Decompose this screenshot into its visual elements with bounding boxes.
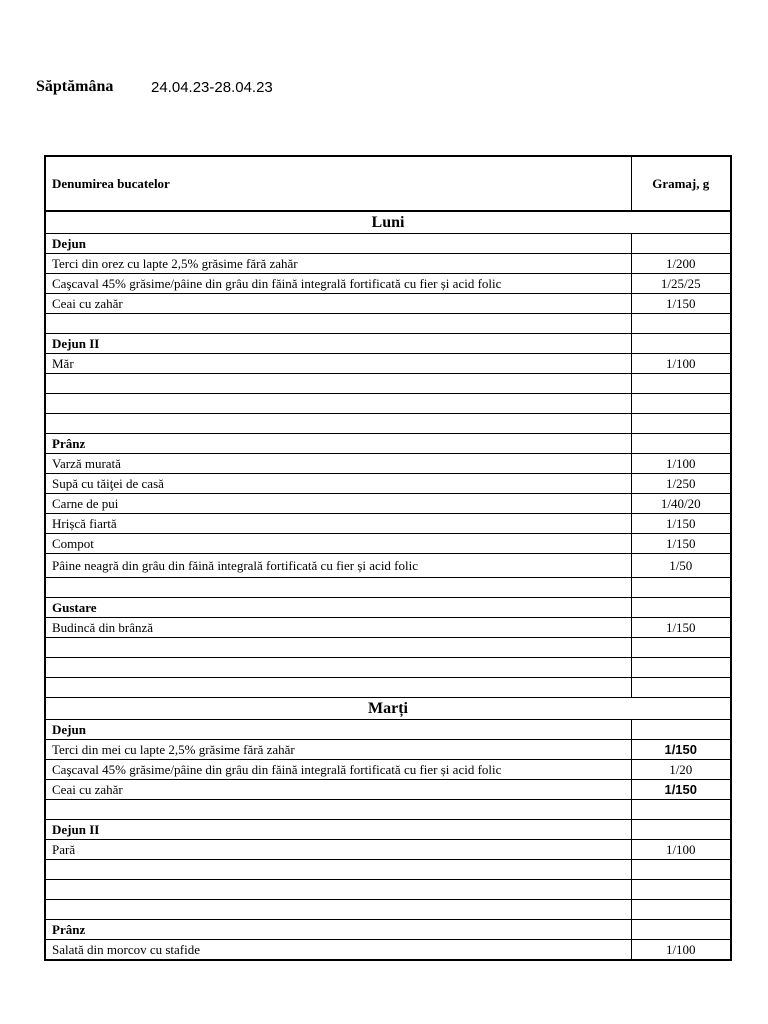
meal-name: Dejun (45, 720, 631, 740)
menu-table (44, 155, 732, 961)
dish-name: Salată din morcov cu stafide (45, 940, 631, 961)
table-header-row (45, 156, 731, 211)
dish-name: Ceai cu zahăr (45, 294, 631, 314)
dish-quantity (631, 638, 731, 658)
dish-quantity: 1/150 (631, 534, 731, 554)
dish-quantity: 1/250 (631, 474, 731, 494)
dish-quantity (631, 800, 731, 820)
dish-quantity (631, 578, 731, 598)
week-label: Săptămâna (36, 78, 114, 95)
empty-row (45, 578, 731, 598)
dish-quantity: 1/40/20 (631, 494, 731, 514)
dish-quantity (631, 598, 731, 618)
table-row (45, 940, 731, 961)
dish-quantity: 1/150 (631, 780, 731, 800)
dish-name: Pâine neagră din grâu din făină integrală fortificată cu fier și acid folic (45, 554, 631, 578)
dish-name: Supă cu tăiţei de casă (45, 474, 631, 494)
dish-quantity: 1/100 (631, 940, 731, 961)
dish-quantity: 1/100 (631, 354, 731, 374)
dish-name (45, 414, 631, 434)
meal-name: Dejun II (45, 820, 631, 840)
dish-name: Caşcaval 45% grăsime/pâine din grâu din făină integrală fortificată cu fier și acid folic (45, 760, 631, 780)
dish-quantity: 1/200 (631, 254, 731, 274)
meal-name: Dejun (45, 234, 631, 254)
dish-quantity: 1/150 (631, 618, 731, 638)
dish-quantity: 1/25/25 (631, 274, 731, 294)
table-row (45, 554, 731, 578)
table-row (45, 454, 731, 474)
meal-heading-row (45, 434, 731, 454)
empty-row (45, 394, 731, 414)
dish-quantity (631, 434, 731, 454)
dish-quantity: 1/50 (631, 554, 731, 578)
dish-name: Terci din mei cu lapte 2,5% grăsime fără zahăr (45, 740, 631, 760)
dish-quantity: 1/150 (631, 740, 731, 760)
dish-quantity: 1/100 (631, 840, 731, 860)
dish-name (45, 314, 631, 334)
meal-heading-row (45, 920, 731, 940)
dish-quantity (631, 860, 731, 880)
meal-name: Prânz (45, 434, 631, 454)
meal-name: Gustare (45, 598, 631, 618)
empty-row (45, 658, 731, 678)
table-row (45, 274, 731, 294)
table-row (45, 294, 731, 314)
dish-quantity (631, 414, 731, 434)
dish-quantity (631, 658, 731, 678)
dish-quantity (631, 374, 731, 394)
dish-quantity: 1/20 (631, 760, 731, 780)
table-row (45, 514, 731, 534)
dish-quantity (631, 394, 731, 414)
week-heading (36, 78, 273, 96)
meal-heading-row (45, 234, 731, 254)
empty-row (45, 900, 731, 920)
dish-name: Budincă din brânză (45, 618, 631, 638)
empty-row (45, 374, 731, 394)
dish-quantity (631, 334, 731, 354)
empty-row (45, 880, 731, 900)
day-name: Luni (45, 211, 731, 234)
dish-name (45, 800, 631, 820)
dish-name: Terci din orez cu lapte 2,5% grăsime fără zahăr (45, 254, 631, 274)
dish-quantity (631, 234, 731, 254)
meal-name: Dejun II (45, 334, 631, 354)
dish-quantity: 1/100 (631, 454, 731, 474)
table-row (45, 840, 731, 860)
dish-name: Varză murată (45, 454, 631, 474)
dish-quantity (631, 900, 731, 920)
meal-heading-row (45, 598, 731, 618)
table-row (45, 254, 731, 274)
dish-name (45, 678, 631, 698)
week-dates: 24.04.23-28.04.23 (151, 79, 273, 96)
table-row (45, 494, 731, 514)
empty-row (45, 638, 731, 658)
dish-quantity (631, 820, 731, 840)
table-row (45, 760, 731, 780)
empty-row (45, 314, 731, 334)
empty-row (45, 678, 731, 698)
dish-name: Compot (45, 534, 631, 554)
dish-quantity: 1/150 (631, 294, 731, 314)
dish-quantity (631, 720, 731, 740)
table-row (45, 474, 731, 494)
dish-quantity (631, 880, 731, 900)
dish-quantity (631, 678, 731, 698)
dish-name (45, 880, 631, 900)
meal-heading-row (45, 820, 731, 840)
dish-quantity (631, 920, 731, 940)
dish-quantity: 1/150 (631, 514, 731, 534)
dish-name: Hrișcă fiartă (45, 514, 631, 534)
table-row (45, 740, 731, 760)
meal-heading-row (45, 334, 731, 354)
column-header-dish: Denumirea bucatelor (45, 156, 631, 211)
dish-name (45, 394, 631, 414)
empty-row (45, 414, 731, 434)
day-name: Marți (45, 698, 731, 720)
dish-name: Pară (45, 840, 631, 860)
column-header-quantity: Gramaj, g (631, 156, 731, 211)
dish-quantity (631, 314, 731, 334)
dish-name (45, 658, 631, 678)
dish-name: Ceai cu zahăr (45, 780, 631, 800)
dish-name: Măr (45, 354, 631, 374)
meal-heading-row (45, 720, 731, 740)
dish-name (45, 900, 631, 920)
empty-row (45, 860, 731, 880)
empty-row (45, 800, 731, 820)
table-row (45, 780, 731, 800)
dish-name (45, 578, 631, 598)
table-row (45, 354, 731, 374)
dish-name (45, 374, 631, 394)
day-header-row (45, 698, 731, 720)
dish-name: Caşcaval 45% grăsime/pâine din grâu din făină integrală fortificată cu fier și acid folic (45, 274, 631, 294)
day-header-row (45, 211, 731, 234)
dish-name (45, 860, 631, 880)
table-row (45, 618, 731, 638)
table-row (45, 534, 731, 554)
dish-name (45, 638, 631, 658)
dish-name: Carne de pui (45, 494, 631, 514)
meal-name: Prânz (45, 920, 631, 940)
